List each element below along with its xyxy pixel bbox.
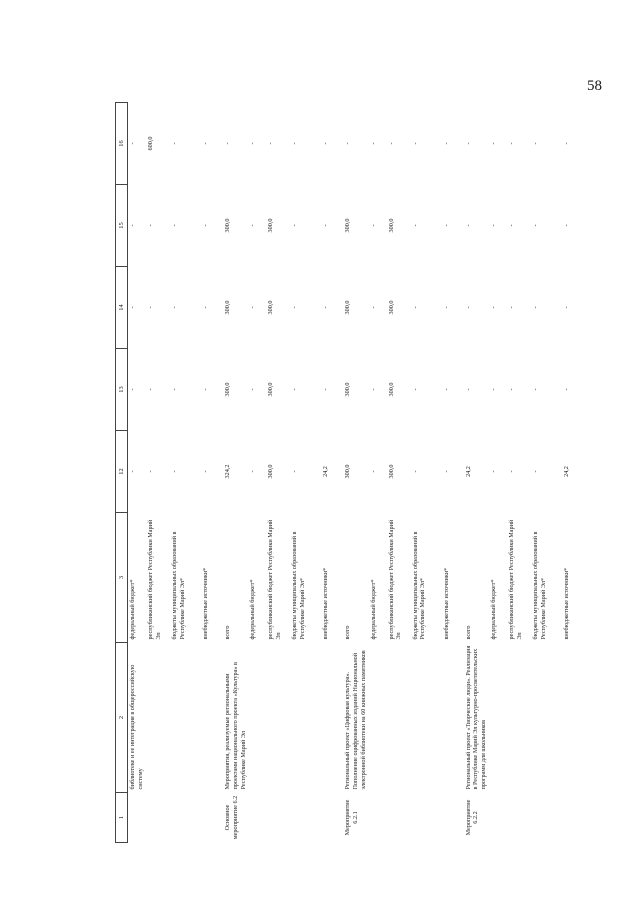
value-cell: - (531, 306, 539, 309)
table-row (128, 103, 147, 843)
value-cell: 24,2 (464, 466, 472, 477)
value-cell: - (249, 388, 257, 391)
value-cell: - (442, 470, 450, 473)
value-cell: 300,0 (344, 464, 352, 479)
value-cell: - (507, 224, 515, 227)
activity-number-cell (507, 793, 531, 843)
activity-name-cell (442, 643, 460, 793)
table-row (387, 103, 411, 843)
value-cell: - (562, 224, 570, 227)
activity-number-cell (531, 793, 562, 843)
value-cell: 300,0 (224, 218, 231, 233)
funding-source-cell: всего (344, 625, 352, 640)
value-cell: - (291, 470, 299, 473)
value-cell: - (147, 306, 154, 309)
value-cell: - (171, 142, 178, 145)
value-cell: - (129, 224, 136, 227)
table-row (321, 103, 339, 843)
funding-source-cell: республиканский бюджет Республики Марий Эл (267, 519, 282, 640)
activity-name-cell (411, 643, 442, 793)
value-cell: - (129, 388, 136, 391)
value-cell: - (202, 142, 209, 145)
value-cell: - (411, 224, 419, 227)
activity-name-cell (562, 643, 580, 793)
value-cell: - (531, 470, 539, 473)
column-header: 3 (116, 513, 128, 643)
value-cell: - (171, 470, 178, 473)
value-cell: - (442, 224, 450, 227)
activity-number-cell (321, 793, 339, 843)
activity-name-cell (369, 643, 387, 793)
activity-number-cell (170, 793, 201, 843)
value-cell: - (129, 470, 136, 473)
value-cell: - (489, 142, 497, 145)
activity-number-cell (290, 793, 321, 843)
value-cell: - (442, 142, 450, 145)
value-cell: - (147, 388, 154, 391)
activity-number-cell (387, 793, 411, 843)
value-cell: - (249, 470, 257, 473)
value-cell: - (202, 224, 209, 227)
table-row (562, 103, 580, 843)
value-cell: - (507, 142, 515, 145)
value-cell: - (171, 388, 178, 391)
column-header: 1 (116, 793, 128, 843)
funding-source-cell: республиканский бюджет Республики Марий Эл (387, 519, 403, 640)
value-cell: - (464, 306, 472, 309)
funding-table (115, 102, 580, 843)
column-header: 2 (116, 643, 128, 793)
value-cell: - (369, 470, 377, 473)
table-row (489, 103, 507, 843)
activity-number-cell (489, 793, 507, 843)
table-row (170, 103, 201, 843)
value-cell: - (531, 142, 539, 145)
value-cell: - (507, 470, 515, 473)
value-cell: - (507, 306, 515, 309)
table-body (128, 103, 580, 843)
activity-number-cell (146, 793, 170, 843)
activity-name-cell (507, 643, 531, 793)
funding-source-cell: внебюджетные источники* (442, 567, 450, 640)
activity-number-cell (442, 793, 460, 843)
funding-source-cell: республиканский бюджет Республики Марий Эл (507, 519, 523, 640)
value-cell: - (322, 306, 330, 309)
activity-number-cell (128, 793, 147, 843)
column-header: 16 (116, 103, 128, 185)
value-cell: - (411, 306, 419, 309)
activity-name-cell: Региональный проект «Цифровая культура». Пополнение оцифрованных изданий Национальной электронной библиотеки на 60 книжных памятников (344, 650, 367, 790)
table-row (507, 103, 531, 843)
value-cell: 324,2 (224, 464, 231, 479)
rotated-table-sheet (115, 103, 600, 843)
activity-number-cell (266, 793, 290, 843)
value-cell: - (562, 388, 570, 391)
value-cell: - (507, 388, 515, 391)
table-row (219, 103, 248, 843)
value-cell: - (147, 224, 154, 227)
activity-name-cell (248, 643, 266, 793)
value-cell: - (464, 224, 472, 227)
table-row (369, 103, 387, 843)
value-cell: - (322, 224, 330, 227)
value-cell: - (171, 224, 178, 227)
funding-source-cell: внебюджетные источники* (562, 567, 570, 640)
column-header: 13 (116, 349, 128, 431)
table-row (290, 103, 321, 843)
value-cell: 24,2 (562, 466, 570, 477)
value-cell: - (369, 306, 377, 309)
value-cell: - (202, 388, 209, 391)
activity-name-cell (290, 643, 321, 793)
value-cell: - (387, 142, 395, 145)
value-cell: 300,0 (344, 382, 352, 397)
activity-name-cell (489, 643, 507, 793)
value-cell: - (291, 224, 299, 227)
column-header: 14 (116, 267, 128, 349)
value-cell: 300,0 (387, 464, 395, 479)
value-cell: - (369, 388, 377, 391)
activity-number-cell (248, 793, 266, 843)
value-cell: - (489, 306, 497, 309)
column-header: 12 (116, 431, 128, 513)
activity-name-cell (170, 643, 201, 793)
value-cell: - (291, 142, 299, 145)
value-cell: - (291, 306, 299, 309)
activity-name-cell (321, 643, 339, 793)
funding-source-cell: федеральный бюджет* (369, 579, 377, 640)
value-cell: 300,0 (267, 300, 275, 315)
value-cell: - (489, 470, 497, 473)
table-row (146, 103, 170, 843)
value-cell: - (249, 306, 257, 309)
value-cell: - (267, 142, 275, 145)
value-cell: - (171, 306, 178, 309)
value-cell: - (411, 470, 419, 473)
value-cell: - (129, 142, 136, 145)
value-cell: - (129, 306, 136, 309)
table-header-row (116, 103, 128, 843)
value-cell: 300,0 (224, 300, 231, 315)
value-cell: - (562, 142, 570, 145)
value-cell: - (411, 388, 419, 391)
activity-name-cell (387, 643, 411, 793)
value-cell: - (464, 142, 472, 145)
value-cell: 300,0 (387, 218, 395, 233)
funding-source-cell: федеральный бюджет* (489, 579, 497, 640)
activity-name-cell (201, 643, 219, 793)
value-cell: - (202, 306, 209, 309)
value-cell: 300,0 (267, 218, 275, 233)
value-cell: - (322, 142, 330, 145)
value-cell: 300,0 (387, 300, 395, 315)
activity-name-cell (531, 643, 562, 793)
value-cell: 300,0 (344, 218, 352, 233)
value-cell: - (442, 388, 450, 391)
activity-number-cell (369, 793, 387, 843)
value-cell: - (411, 142, 419, 145)
table-row (201, 103, 219, 843)
column-header: 15 (116, 185, 128, 267)
table-row (339, 103, 368, 843)
activity-number-cell: Основное мероприятие 6.2 (224, 795, 239, 840)
activity-number-cell: Мероприятие 6.2.2 (464, 799, 480, 836)
value-cell: 600,0 (147, 136, 154, 151)
value-cell: - (291, 388, 299, 391)
activity-name-cell (266, 643, 290, 793)
activity-name-cell (146, 643, 170, 793)
activity-number-cell (201, 793, 219, 843)
activity-number-cell (562, 793, 580, 843)
funding-source-cell: внебюджетные источники* (322, 567, 330, 640)
value-cell: - (562, 306, 570, 309)
activity-number-cell (411, 793, 442, 843)
funding-source-cell: всего (464, 625, 472, 640)
value-cell: 300,0 (267, 464, 275, 479)
value-cell: 300,0 (224, 382, 231, 397)
funding-source-cell: республиканский бюджет Республики Марий Эл (147, 519, 162, 640)
table-row (442, 103, 460, 843)
funding-source-cell: федеральный бюджет* (249, 579, 257, 640)
value-cell: - (531, 224, 539, 227)
funding-source-cell: бюджеты муниципальных образований в Республике Марий Эл* (291, 531, 306, 640)
value-cell: - (202, 470, 209, 473)
page-number: 58 (587, 78, 602, 94)
funding-source-cell: бюджеты муниципальных образований в Республике Марий Эл* (531, 531, 547, 640)
activity-name-cell: библиотеке и ее интеграция в общероссийскую систему (129, 664, 144, 790)
funding-source-cell: федеральный бюджет* (129, 579, 136, 640)
table-row (531, 103, 562, 843)
funding-source-cell: бюджеты муниципальных образований в Республике Марий Эл* (411, 531, 427, 640)
value-cell: - (322, 388, 330, 391)
value-cell: - (369, 142, 377, 145)
value-cell: - (147, 470, 154, 473)
funding-source-cell: бюджеты муниципальных образований в Республике Марий Эл* (171, 531, 186, 640)
value-cell: - (489, 224, 497, 227)
table-row (266, 103, 290, 843)
activity-name-cell: Региональный проект «Творческие люди». Реализация в Республике Марий Эл культурно-просветительских программ для школьников (464, 645, 487, 790)
value-cell: 300,0 (344, 300, 352, 315)
value-cell: - (442, 306, 450, 309)
activity-name-cell: Мероприятия, реализуемые региональными проектами национального проекта «Культура» в Республике Марий Эл (224, 662, 247, 790)
value-cell: - (224, 142, 231, 145)
activity-number-cell: Мероприятие 6.2.1 (344, 799, 359, 836)
value-cell: - (249, 224, 257, 227)
value-cell: 300,0 (387, 382, 395, 397)
value-cell: 300,0 (267, 382, 275, 397)
value-cell: - (369, 224, 377, 227)
table-row (248, 103, 266, 843)
value-cell: - (249, 142, 257, 145)
table-row (460, 103, 489, 843)
value-cell: - (489, 388, 497, 391)
value-cell: 24,2 (322, 466, 330, 477)
funding-source-cell: всего (224, 625, 231, 640)
value-cell: - (464, 388, 472, 391)
value-cell: - (344, 142, 352, 145)
table-row (411, 103, 442, 843)
value-cell: - (531, 388, 539, 391)
funding-source-cell: внебюджетные источники* (202, 567, 209, 640)
